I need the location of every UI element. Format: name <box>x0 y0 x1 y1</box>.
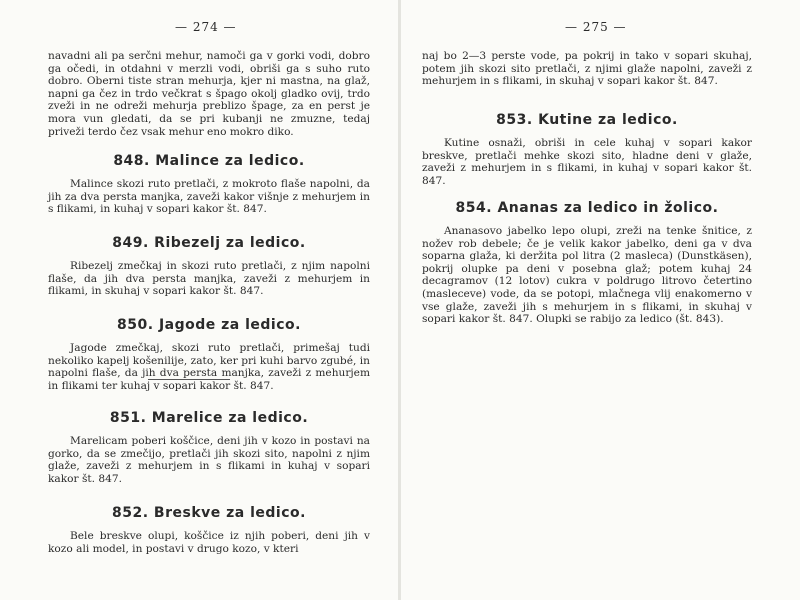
continued-text <box>422 50 752 88</box>
recipe-850 <box>48 317 370 392</box>
section-divider <box>148 379 230 380</box>
right-page <box>400 0 800 600</box>
recipe-body: Malince skozi ruto pretlači, z mokroto flaše napolni, da jih za dva persta manjka, zaveži kakor višnje z mehurjem in s flikami, in kuhaj v sopari kakor št. 847. <box>48 178 370 216</box>
paragraph: navadni ali pa serčni mehur, namoči ga v gorki vodi, dobro ga očedi, in otdahni v merzli vodi, obriši ga s suho ruto dobro. Oberni tiste stran mehurja, kjer ni mastna, na glaž, napni ga čez in trdo večkrat s špago okolj gladko ovij, trdo zveži in ne odreži mehurja preblizo špage, za en perst je mora vun gledati, da se pri kubanji ne zmuzne, tedaj priveži terdo čez vsak mehur eno mokro diko. <box>48 50 370 138</box>
recipe-title: 851. Marelice za ledico. <box>109 410 309 426</box>
recipe-849 <box>48 235 370 298</box>
recipe-852 <box>48 505 370 555</box>
recipe-854 <box>422 200 752 326</box>
recipe-848 <box>48 153 370 216</box>
recipe-title: 853. Kutine za ledico. <box>496 112 678 128</box>
recipe-title: 850. Jagode za ledico. <box>117 317 301 333</box>
recipe-body: Ananasovo jabelko lepo olupi, zreži na tenke šnitice, z nožev rob debele; če je velik kakor jabelko, deni ga v dva soparna glaža, ki deržita pol litra (2 masleca) (Dunstkäsen), pokrij olupke pa deni v posebna glaž; potem kuhaj 24 decagramov (12 lotov) cukra v poldrugo litrovo četertino (masleceve) vode, da se potopi, mlačnega vlij enakomerno v vse glaže, zaveži jih s mehurjem in s flikami, in skuhaj v sopari kakor št. 847. Olupki se rabijo za ledico (št. 843). <box>422 225 752 326</box>
recipe-body: Kutine osnaži, obriši in cele kuhaj v sopari kakor breskve, pretlači mehke skozi sito, hladne deni v glaže, zaveži z mehurjem in s flikami, in kuhaj v sopari kakor št. 847. <box>422 137 752 187</box>
page-number: — 275 — <box>565 20 627 34</box>
recipe-title: 852. Breskve za ledico. <box>112 505 306 521</box>
recipe-body: Bele breskve olupi, koščice iz njih poberi, deni jih v kozo ali model, in postavi v drugo kozo, v kteri <box>48 530 370 555</box>
recipe-body: Marelicam poberi koščice, deni jih v kozo in postavi na gorko, da se zmečijo, pretlači jih skozi sito, napolni z njim glaže, zaveži z mehurjem in s flikami in kuhaj v sopari kakor št. 847. <box>48 435 370 485</box>
recipe-851 <box>48 410 370 485</box>
paragraph: naj bo 2—3 perste vode, pa pokrij in tako v sopari skuhaj, potem jih skozi sito pretlači, z njimi glaže napolni, zaveži z mehurjem in s flikami, in skuhaj v sopari kakor št. 847. <box>422 50 752 88</box>
recipe-body: Jagode zmečkaj, skozi ruto pretlači, primešaj tudi nekoliko kapelj košenilije, zato, ker pri kuhi barvo zgubé, in napolni flaše, da jih dva persta manjka, zaveži z mehurjem in flikami ter kuhaj v sopari kakor št. 847. <box>48 342 370 392</box>
recipe-title: 848. Malince za ledico. <box>113 153 305 169</box>
recipe-title: 849. Ribezelj za ledico. <box>112 235 306 251</box>
recipe-body: Ribezelj zmečkaj in skozi ruto pretlači, z njim napolni flaše, da jih dva persta manjka, zaveži z mehurjem in flikami, in skuhaj v sopari kakor št. 847. <box>48 260 370 298</box>
page-number: — 274 — <box>175 20 237 34</box>
continued-text <box>48 50 370 138</box>
recipe-853 <box>422 112 752 187</box>
recipe-title: 854. Ananas za ledico in žolico. <box>455 200 719 216</box>
